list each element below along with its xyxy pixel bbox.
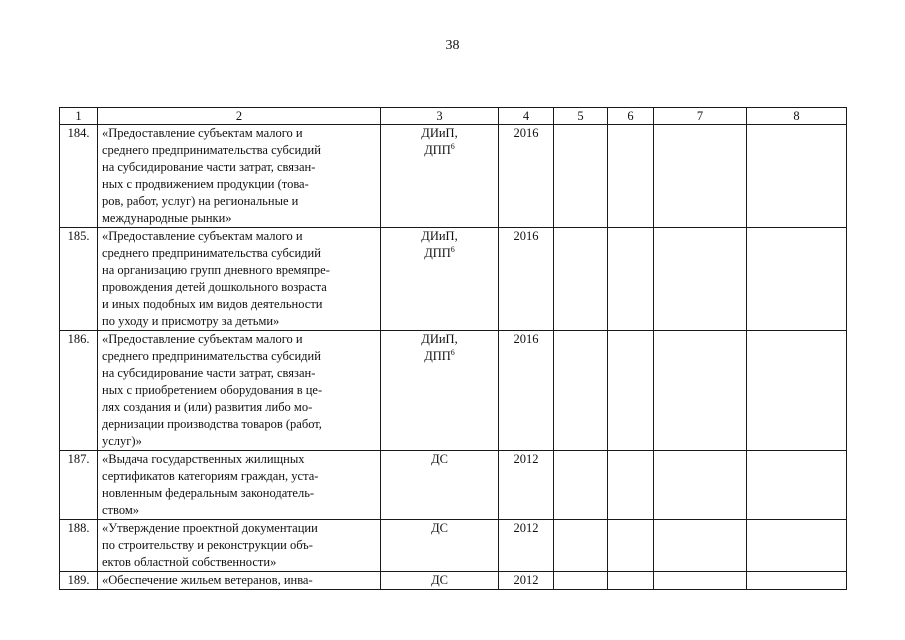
service-name-line: ектов областной собственности» [102, 555, 277, 569]
table-row [60, 520, 847, 572]
footnote-marker: 6 [450, 347, 455, 357]
service-name-line: по строительству и реконструкции объ- [102, 538, 313, 552]
empty-cell [747, 228, 847, 331]
executor-cell [381, 520, 499, 572]
row-number: 188. [60, 520, 98, 572]
executor-cell [381, 572, 499, 590]
executor-text: ДПП [424, 143, 451, 157]
service-name-line: «Предоставление субъектам малого и [102, 126, 303, 140]
empty-cell [554, 125, 608, 228]
service-name-line: среднего предпринимательства субсидий [102, 246, 321, 260]
service-name [98, 520, 381, 572]
executor-text: ДИиП, [421, 126, 458, 140]
executor-line [385, 572, 494, 589]
row-number: 184. [60, 125, 98, 228]
empty-cell [654, 520, 747, 572]
executor-line [385, 125, 494, 142]
executor-text: ДС [431, 573, 448, 587]
executor-text: ДС [431, 452, 448, 466]
column-header: 1 [60, 108, 98, 125]
footnote-marker: 6 [450, 141, 455, 151]
row-number: 185. [60, 228, 98, 331]
row-number: 186. [60, 331, 98, 451]
service-name-line: провождения детей дошкольного возраста [102, 280, 327, 294]
table-row [60, 228, 847, 331]
column-header: 8 [747, 108, 847, 125]
service-name [98, 451, 381, 520]
service-name [98, 331, 381, 451]
column-header: 7 [654, 108, 747, 125]
service-name-line: на субсидирование части затрат, связан- [102, 160, 316, 174]
executor-line [385, 228, 494, 245]
table-row [60, 451, 847, 520]
executor-line [385, 245, 494, 262]
executor-cell [381, 228, 499, 331]
empty-cell [747, 331, 847, 451]
year-cell: 2012 [499, 451, 554, 520]
empty-cell [654, 572, 747, 590]
service-name-line: на организацию групп дневного времяпре- [102, 263, 330, 277]
empty-cell [608, 228, 654, 331]
year-cell: 2016 [499, 228, 554, 331]
service-name-line: «Предоставление субъектам малого и [102, 332, 303, 346]
empty-cell [747, 572, 847, 590]
empty-cell [654, 125, 747, 228]
year-cell: 2016 [499, 331, 554, 451]
empty-cell [554, 228, 608, 331]
column-header: 2 [98, 108, 381, 125]
footnote-marker: 6 [450, 244, 455, 254]
executor-cell [381, 451, 499, 520]
table-row [60, 125, 847, 228]
empty-cell [608, 520, 654, 572]
empty-cell [654, 228, 747, 331]
page-number: 38 [445, 38, 460, 53]
column-header: 6 [608, 108, 654, 125]
service-name-line: среднего предпринимательства субсидий [102, 349, 321, 363]
empty-cell [554, 451, 608, 520]
empty-cell [554, 572, 608, 590]
executor-line [385, 520, 494, 537]
service-name-line: новленным федеральным законодатель- [102, 486, 315, 500]
executor-line [385, 142, 494, 159]
empty-cell [608, 451, 654, 520]
service-name [98, 572, 381, 590]
service-name-line: на субсидирование части затрат, связан- [102, 366, 316, 380]
executor-text: ДС [431, 521, 448, 535]
service-name-line: международные рынки» [102, 211, 232, 225]
empty-cell [608, 331, 654, 451]
year-cell: 2012 [499, 572, 554, 590]
empty-cell [554, 331, 608, 451]
executor-cell [381, 331, 499, 451]
row-number: 187. [60, 451, 98, 520]
service-name-line: ных с приобретением оборудования в це- [102, 383, 323, 397]
empty-cell [654, 331, 747, 451]
empty-cell [608, 125, 654, 228]
executor-line [385, 451, 494, 468]
service-name-line: дернизации производства товаров (работ, [102, 417, 322, 431]
service-name [98, 228, 381, 331]
executor-text: ДИиП, [421, 229, 458, 243]
empty-cell [654, 451, 747, 520]
service-name-line: по уходу и присмотру за детьми» [102, 314, 280, 328]
service-name-line: услуг)» [102, 434, 142, 448]
service-name-line: и иных подобных им видов деятельности [102, 297, 323, 311]
executor-line [385, 331, 494, 348]
executor-cell [381, 125, 499, 228]
column-header: 4 [499, 108, 554, 125]
table-header-row [60, 108, 847, 125]
row-number: 189. [60, 572, 98, 590]
year-cell: 2012 [499, 520, 554, 572]
table-body [60, 125, 847, 590]
service-name-line: сертификатов категориям граждан, уста- [102, 469, 319, 483]
service-name-line: ных с продвижением продукции (това- [102, 177, 309, 191]
service-name-line: среднего предпринимательства субсидий [102, 143, 321, 157]
service-name-line: лях создания и (или) развития либо мо- [102, 400, 313, 414]
services-table [59, 107, 847, 590]
column-header: 3 [381, 108, 499, 125]
executor-text: ДПП [424, 246, 451, 260]
service-name-line: «Обеспечение жильем ветеранов, инва- [102, 573, 313, 587]
empty-cell [747, 451, 847, 520]
table-row [60, 331, 847, 451]
service-name-line: «Предоставление субъектам малого и [102, 229, 303, 243]
service-name-line: «Выдача государственных жилищных [102, 452, 305, 466]
executor-text: ДИиП, [421, 332, 458, 346]
service-name-line: «Утверждение проектной документации [102, 521, 318, 535]
table-row [60, 572, 847, 590]
empty-cell [554, 520, 608, 572]
empty-cell [747, 520, 847, 572]
empty-cell [608, 572, 654, 590]
executor-line [385, 348, 494, 365]
empty-cell [747, 125, 847, 228]
service-name [98, 125, 381, 228]
executor-text: ДПП [424, 349, 451, 363]
column-header: 5 [554, 108, 608, 125]
service-name-line: ством» [102, 503, 139, 517]
service-name-line: ров, работ, услуг) на региональные и [102, 194, 299, 208]
year-cell: 2016 [499, 125, 554, 228]
